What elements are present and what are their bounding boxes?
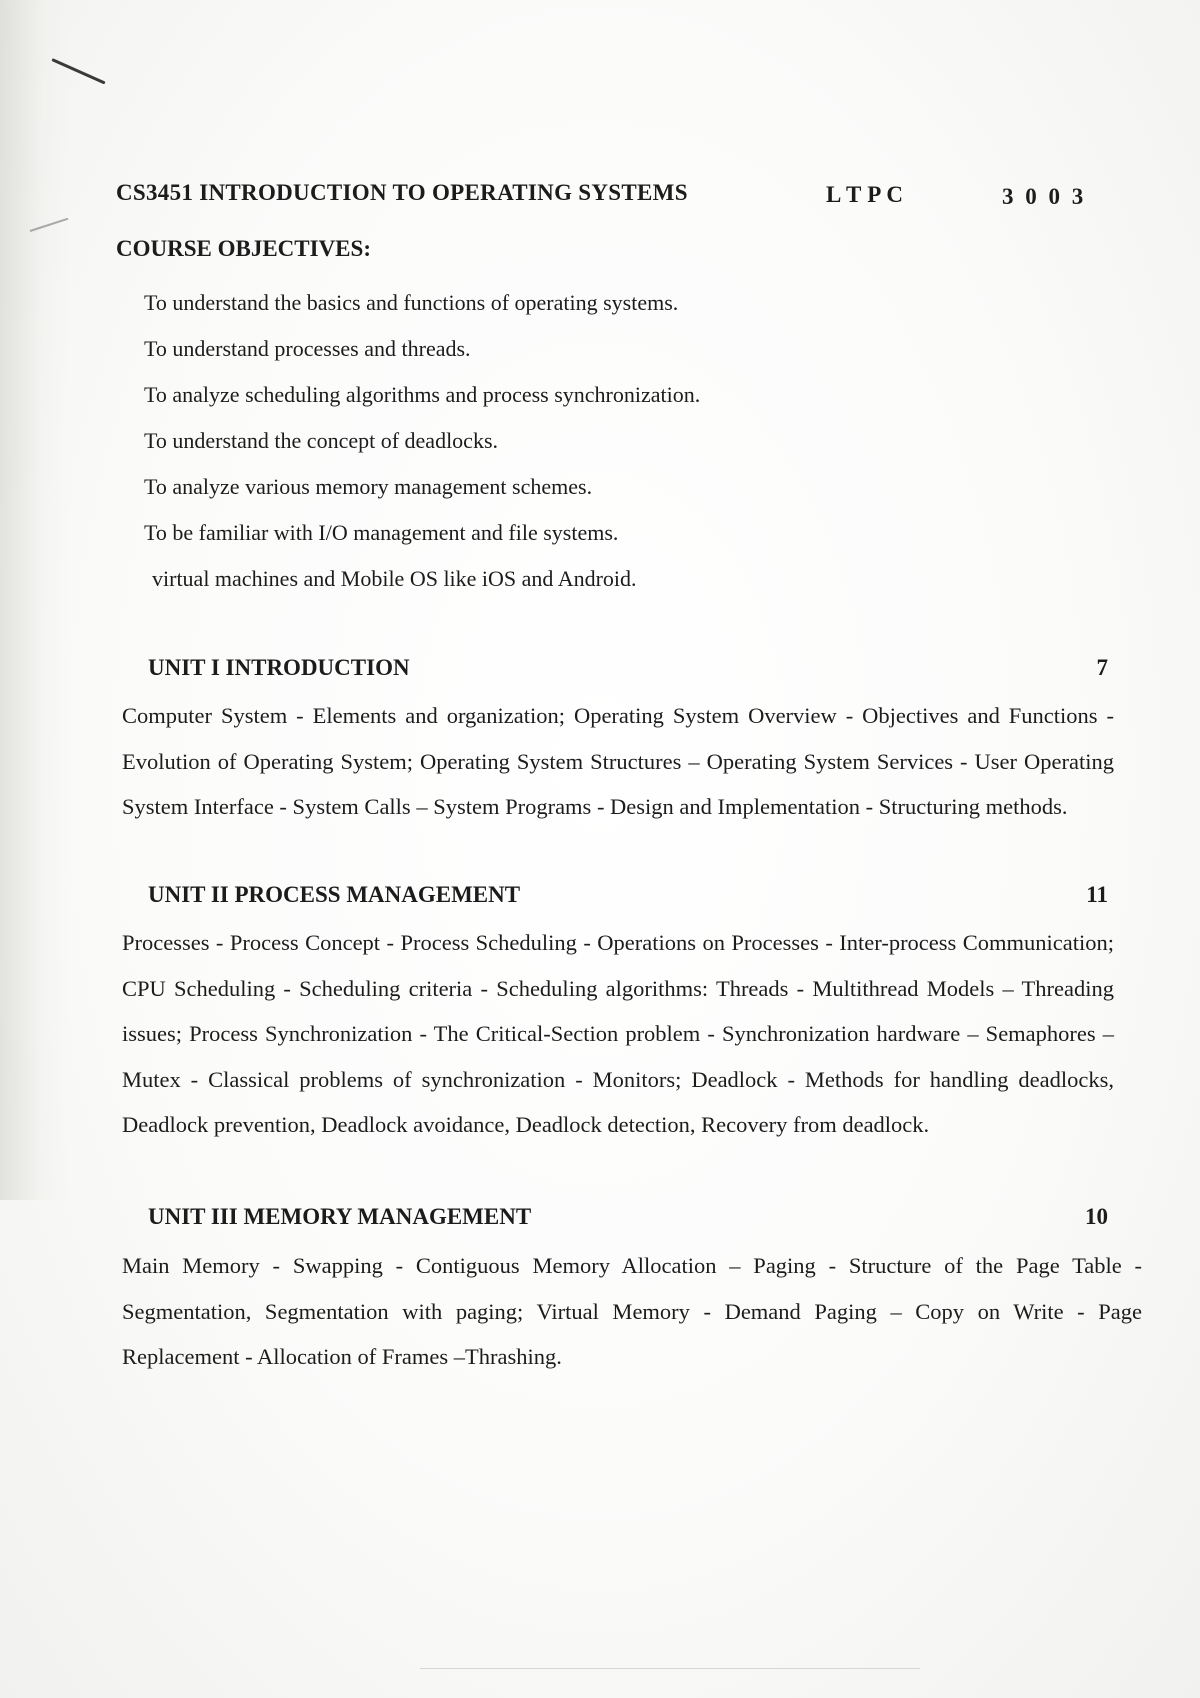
page-edge-shadow <box>0 0 70 1200</box>
objective-item: To be familiar with I/O management and file systems. <box>144 520 619 545</box>
ltpc-values: 3 0 0 3 <box>1002 184 1087 209</box>
unit-hours: 11 <box>1086 882 1108 907</box>
unit-title: UNIT III MEMORY MANAGEMENT <box>148 1204 532 1229</box>
unit-2-heading <box>148 882 1108 916</box>
unit-3-heading <box>148 1204 1108 1238</box>
unit-hours: 10 <box>1085 1204 1108 1229</box>
objective-item: To understand the concept of deadlocks. <box>144 428 499 453</box>
unit-1-body: Computer System - Elements and organization; Operating System Overview - Objectives and Functions - Evolution of Operating System; Operating System Structures – Operating System Services - User Operating System Interface - System Calls – System Programs - Design and Implementation - Structuring methods. <box>122 703 1114 819</box>
ltpc-label: L T P C <box>826 182 904 207</box>
unit-title: UNIT I INTRODUCTION <box>148 655 410 680</box>
course-header <box>116 176 1086 212</box>
page-bottom-rule <box>420 1668 920 1669</box>
objectives-heading: COURSE OBJECTIVES: <box>116 236 371 261</box>
unit-hours: 7 <box>1096 655 1108 680</box>
objective-item: To analyze various memory management schemes. <box>144 474 593 499</box>
objective-item: To understand processes and threads. <box>144 336 471 361</box>
course-title: CS3451 INTRODUCTION TO OPERATING SYSTEMS <box>116 180 688 205</box>
unit-title: UNIT II PROCESS MANAGEMENT <box>148 882 521 907</box>
unit-3-body: Main Memory - Swapping - Contiguous Memory Allocation – Paging - Structure of the Page Table - Segmentation, Segmentation with paging; Virtual Memory - Demand Paging – Copy on Write - Page Replacement - Allocation of Frames –Thrashing. <box>122 1253 1142 1369</box>
objective-item: To analyze scheduling algorithms and process synchronization. <box>144 382 701 407</box>
objective-item: To understand the basics and functions of operating systems. <box>144 290 679 315</box>
objective-item: virtual machines and Mobile OS like iOS and Android. <box>152 566 637 591</box>
objectives-list <box>144 280 700 602</box>
unit-2-body: Processes - Process Concept - Process Scheduling - Operations on Processes - Inter-process Communication; CPU Scheduling - Scheduling criteria - Scheduling algorithms: Threads - Multithread Models – Threading issues; Process Synchronization - The Critical-Section problem - Synchronization hardware – Semaphores – Mutex - Classical problems of synchronization - Monitors; Deadlock - Methods for handling deadlocks, Deadlock prevention, Deadlock avoidance, Deadlock detection, Recovery from deadlock. <box>122 930 1114 1137</box>
unit-1-heading <box>148 655 1108 689</box>
